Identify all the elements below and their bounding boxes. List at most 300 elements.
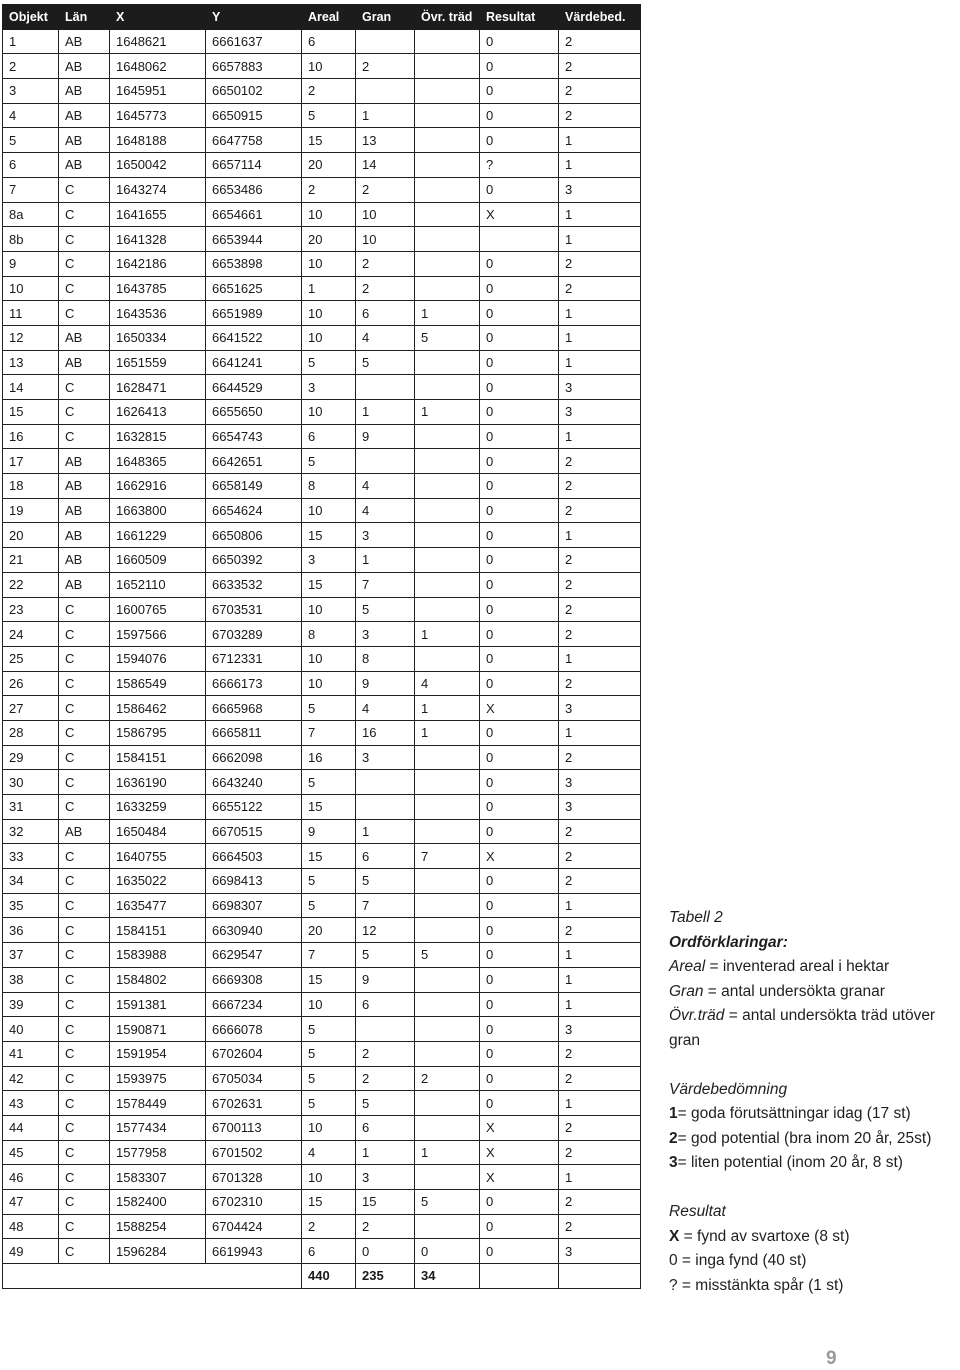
cell-vardebed: 2 [559,498,641,523]
table-row [3,770,641,795]
cell-lan: C [59,745,110,770]
cell-areal: 6 [302,29,356,54]
cell-resultat: 0 [480,1066,559,1091]
cell-resultat: 0 [480,523,559,548]
cell-x: 1586549 [110,671,206,696]
cell-objekt: 12 [3,325,59,350]
table-row [3,967,641,992]
cell-y: 6701328 [206,1165,302,1190]
cell-x: 1663800 [110,498,206,523]
cell-vardebed: 1 [559,720,641,745]
cell-y: 6658149 [206,474,302,499]
cell-ovr-trad: 1 [415,1140,480,1165]
legend-ovr [669,1004,960,1053]
cell-vardebed: 1 [559,523,641,548]
cell-objekt: 5 [3,128,59,153]
cell-lan: AB [59,325,110,350]
cell-lan: C [59,1214,110,1239]
cell-gran: 13 [356,128,415,153]
cell-resultat: X [480,1115,559,1140]
cell-vardebed: 2 [559,1115,641,1140]
cell-gran: 8 [356,646,415,671]
cell-y: 6701502 [206,1140,302,1165]
cell-objekt: 13 [3,350,59,375]
cell-resultat: 0 [480,548,559,573]
cell-gran: 5 [356,597,415,622]
table-row [3,1165,641,1190]
cell-lan: AB [59,572,110,597]
table-row [3,153,641,178]
cell-objekt: 49 [3,1239,59,1264]
table-row [3,474,641,499]
total-ovr-trad: 34 [415,1264,480,1289]
table-row [3,1140,641,1165]
cell-resultat: X [480,202,559,227]
cell-objekt: 23 [3,597,59,622]
cell-ovr-trad [415,795,480,820]
cell-y: 6653486 [206,177,302,202]
cell-gran: 9 [356,967,415,992]
cell-vardebed: 2 [559,819,641,844]
cell-objekt: 17 [3,449,59,474]
table-body [3,29,641,1263]
cell-ovr-trad [415,1041,480,1066]
cell-lan: C [59,1239,110,1264]
cell-ovr-trad [415,992,480,1017]
cell-x: 1594076 [110,646,206,671]
cell-areal: 5 [302,449,356,474]
cell-gran: 1 [356,1140,415,1165]
cell-lan: AB [59,103,110,128]
cell-x: 1641655 [110,202,206,227]
legend-areal-term: Areal [669,958,706,976]
table-row [3,103,641,128]
table-row [3,943,641,968]
cell-y: 6629547 [206,943,302,968]
cell-ovr-trad [415,251,480,276]
cell-x: 1593975 [110,1066,206,1091]
cell-resultat: 0 [480,1239,559,1264]
cell-resultat: 0 [480,54,559,79]
cell-ovr-trad [415,1115,480,1140]
cell-ovr-trad [415,474,480,499]
cell-ovr-trad [415,498,480,523]
cell-vardebed: 1 [559,325,641,350]
cell-lan: AB [59,128,110,153]
table-row [3,301,641,326]
cell-areal: 5 [302,1066,356,1091]
cell-y: 6704424 [206,1214,302,1239]
cell-lan: C [59,770,110,795]
legend-block [669,906,960,1298]
cell-y: 6651989 [206,301,302,326]
legend-subtitle: Ordförklaringar: [669,933,788,951]
table-row [3,202,641,227]
cell-x: 1650042 [110,153,206,178]
cell-y: 6703531 [206,597,302,622]
cell-resultat: 0 [480,449,559,474]
cell-areal: 15 [302,844,356,869]
cell-vardebed: 1 [559,301,641,326]
cell-ovr-trad [415,646,480,671]
table-row [3,1115,641,1140]
table-row [3,918,641,943]
cell-gran [356,770,415,795]
table-row [3,548,641,573]
total-areal: 440 [302,1264,356,1289]
cell-areal: 2 [302,79,356,104]
cell-x: 1652110 [110,572,206,597]
table-row [3,128,641,153]
table-row [3,523,641,548]
cell-y: 6665811 [206,720,302,745]
cell-vardebed: 2 [559,869,641,894]
totals-empty-cell [559,1264,641,1289]
cell-objekt: 18 [3,474,59,499]
cell-lan: C [59,943,110,968]
cell-ovr-trad [415,597,480,622]
cell-vardebed: 3 [559,400,641,425]
cell-lan: C [59,1066,110,1091]
cell-gran [356,1017,415,1042]
cell-objekt: 9 [3,251,59,276]
cell-x: 1577434 [110,1115,206,1140]
cell-gran: 2 [356,1041,415,1066]
cell-x: 1651559 [110,350,206,375]
cell-x: 1583988 [110,943,206,968]
cell-objekt: 37 [3,943,59,968]
cell-lan: C [59,869,110,894]
cell-vardebed: 3 [559,1017,641,1042]
cell-vardebed: 1 [559,153,641,178]
cell-ovr-trad [415,449,480,474]
cell-y: 6712331 [206,646,302,671]
cell-x: 1628471 [110,375,206,400]
cell-lan: C [59,696,110,721]
cell-resultat: 0 [480,128,559,153]
cell-ovr-trad [415,276,480,301]
cell-vardebed: 1 [559,202,641,227]
cell-ovr-trad [415,819,480,844]
cell-areal: 15 [302,572,356,597]
cell-gran: 3 [356,1165,415,1190]
cell-resultat: 0 [480,276,559,301]
cell-lan: C [59,597,110,622]
cell-lan: C [59,844,110,869]
cell-y: 6670515 [206,819,302,844]
header-x: X [110,5,206,30]
cell-areal: 10 [302,1165,356,1190]
table-row [3,869,641,894]
table-row [3,745,641,770]
cell-gran: 6 [356,301,415,326]
cell-lan: C [59,375,110,400]
cell-ovr-trad [415,227,480,252]
cell-gran: 6 [356,1115,415,1140]
cell-y: 6655650 [206,400,302,425]
cell-vardebed: 1 [559,350,641,375]
cell-objekt: 20 [3,523,59,548]
cell-areal: 8 [302,474,356,499]
cell-lan: AB [59,819,110,844]
cell-y: 6664503 [206,844,302,869]
cell-lan: C [59,622,110,647]
cell-vardebed: 2 [559,276,641,301]
legend-v2-text: = god potential (bra inom 20 år, 25st) [677,1129,932,1147]
cell-areal: 10 [302,54,356,79]
cell-x: 1626413 [110,400,206,425]
cell-resultat: 0 [480,301,559,326]
cell-ovr-trad: 1 [415,301,480,326]
cell-y: 6655122 [206,795,302,820]
cell-areal: 9 [302,819,356,844]
table-row [3,498,641,523]
table-row [3,597,641,622]
cell-x: 1648062 [110,54,206,79]
legend-v3-text: = liten potential (inom 20 år, 8 st) [677,1154,903,1172]
cell-gran: 1 [356,400,415,425]
cell-gran: 16 [356,720,415,745]
cell-gran: 10 [356,202,415,227]
cell-resultat: 0 [480,597,559,622]
cell-areal: 5 [302,869,356,894]
cell-x: 1648188 [110,128,206,153]
cell-gran [356,795,415,820]
cell-gran: 5 [356,943,415,968]
cell-gran: 5 [356,869,415,894]
cell-objekt: 25 [3,646,59,671]
table-row [3,29,641,54]
legend-rx-text: = fynd av svartoxe (8 st) [679,1227,850,1245]
cell-vardebed: 3 [559,696,641,721]
legend-ovr-def: = antal undersökta träd utöver gran [669,1007,936,1049]
cell-gran: 3 [356,745,415,770]
cell-y: 6650806 [206,523,302,548]
legend-title: Tabell 2 [669,909,723,926]
cell-ovr-trad [415,1017,480,1042]
table-header-row [3,5,641,30]
cell-objekt: 15 [3,400,59,425]
cell-ovr-trad: 5 [415,1190,480,1215]
cell-vardebed: 2 [559,597,641,622]
cell-x: 1584151 [110,745,206,770]
cell-gran: 7 [356,893,415,918]
cell-vardebed: 2 [559,1214,641,1239]
cell-y: 6700113 [206,1115,302,1140]
cell-ovr-trad [415,29,480,54]
cell-ovr-trad [415,350,480,375]
cell-resultat: 0 [480,325,559,350]
cell-lan: C [59,795,110,820]
cell-vardebed: 3 [559,795,641,820]
cell-objekt: 19 [3,498,59,523]
cell-ovr-trad [415,893,480,918]
cell-resultat: 0 [480,992,559,1017]
cell-vardebed: 2 [559,449,641,474]
cell-objekt: 28 [3,720,59,745]
table-row [3,400,641,425]
cell-gran: 2 [356,251,415,276]
cell-y: 6633532 [206,572,302,597]
cell-resultat: 0 [480,350,559,375]
cell-resultat: ? [480,153,559,178]
legend-rx [669,1225,960,1250]
cell-vardebed: 2 [559,918,641,943]
cell-ovr-trad [415,1165,480,1190]
cell-objekt: 34 [3,869,59,894]
header-y: Y [206,5,302,30]
cell-lan: AB [59,153,110,178]
cell-vardebed: 3 [559,1239,641,1264]
table-row [3,1017,641,1042]
cell-gran: 3 [356,622,415,647]
table-row [3,276,641,301]
cell-objekt: 39 [3,992,59,1017]
cell-vardebed: 2 [559,1066,641,1091]
legend-v2 [669,1127,960,1152]
legend-r0: 0 = inga fynd (40 st) [669,1252,807,1270]
cell-objekt: 45 [3,1140,59,1165]
table-row [3,350,641,375]
cell-resultat: 0 [480,572,559,597]
cell-lan: C [59,1041,110,1066]
cell-x: 1642186 [110,251,206,276]
cell-resultat: 0 [480,424,559,449]
cell-x: 1600765 [110,597,206,622]
cell-resultat: 0 [480,770,559,795]
cell-gran: 2 [356,1066,415,1091]
cell-ovr-trad [415,523,480,548]
cell-resultat: 0 [480,79,559,104]
cell-ovr-trad: 2 [415,1066,480,1091]
cell-objekt: 10 [3,276,59,301]
cell-objekt: 27 [3,696,59,721]
header-objekt: Objekt [3,5,59,30]
cell-areal: 6 [302,1239,356,1264]
table-row [3,1066,641,1091]
cell-vardebed: 2 [559,1041,641,1066]
legend-resultat-title: Resultat [669,1202,726,1220]
cell-areal: 6 [302,424,356,449]
cell-ovr-trad: 0 [415,1239,480,1264]
cell-y: 6705034 [206,1066,302,1091]
cell-vardebed: 2 [559,103,641,128]
cell-resultat: 0 [480,103,559,128]
cell-gran: 2 [356,177,415,202]
cell-ovr-trad [415,424,480,449]
cell-gran: 4 [356,498,415,523]
cell-gran: 2 [356,276,415,301]
cell-areal: 16 [302,745,356,770]
cell-x: 1641328 [110,227,206,252]
legend-rx-key: X [669,1227,680,1245]
cell-resultat: 0 [480,646,559,671]
table-row [3,696,641,721]
cell-y: 6650392 [206,548,302,573]
cell-areal: 10 [302,498,356,523]
cell-y: 6643240 [206,770,302,795]
cell-areal: 5 [302,1041,356,1066]
cell-objekt: 42 [3,1066,59,1091]
cell-resultat: 0 [480,177,559,202]
cell-x: 1661229 [110,523,206,548]
cell-x: 1577958 [110,1140,206,1165]
cell-gran: 1 [356,103,415,128]
cell-areal: 10 [302,1115,356,1140]
header-vardebed: Värdebed. [559,5,641,30]
cell-resultat [480,227,559,252]
cell-x: 1596284 [110,1239,206,1264]
cell-y: 6703289 [206,622,302,647]
cell-ovr-trad [415,202,480,227]
cell-y: 6661637 [206,29,302,54]
cell-lan: C [59,918,110,943]
cell-resultat: 0 [480,400,559,425]
table-row [3,671,641,696]
cell-areal: 10 [302,992,356,1017]
cell-y: 6667234 [206,992,302,1017]
cell-areal: 15 [302,128,356,153]
cell-objekt: 8a [3,202,59,227]
cell-resultat: 0 [480,375,559,400]
cell-areal: 10 [302,251,356,276]
cell-objekt: 35 [3,893,59,918]
cell-areal: 20 [302,153,356,178]
cell-lan: C [59,1190,110,1215]
cell-resultat: 0 [480,819,559,844]
cell-resultat: X [480,844,559,869]
cell-resultat: 0 [480,869,559,894]
table-row [3,325,641,350]
cell-resultat: 0 [480,671,559,696]
cell-objekt: 21 [3,548,59,573]
cell-x: 1645951 [110,79,206,104]
cell-x: 1648365 [110,449,206,474]
cell-objekt: 29 [3,745,59,770]
cell-areal: 7 [302,943,356,968]
legend-v1-key: 1 [669,1105,678,1123]
cell-vardebed: 2 [559,29,641,54]
cell-lan: AB [59,498,110,523]
cell-ovr-trad: 5 [415,325,480,350]
cell-lan: C [59,400,110,425]
cell-y: 6650102 [206,79,302,104]
cell-gran: 4 [356,474,415,499]
cell-areal: 8 [302,622,356,647]
page-number: 9 [826,1348,837,1369]
legend-areal [669,955,960,980]
cell-lan: AB [59,29,110,54]
cell-lan: C [59,1165,110,1190]
cell-objekt: 46 [3,1165,59,1190]
table-row [3,424,641,449]
cell-ovr-trad [415,770,480,795]
cell-vardebed: 2 [559,622,641,647]
cell-x: 1645773 [110,103,206,128]
cell-y: 6662098 [206,745,302,770]
cell-y: 6619943 [206,1239,302,1264]
cell-areal: 2 [302,1214,356,1239]
legend-vardebed-title: Värdebedömning [669,1080,788,1098]
cell-x: 1640755 [110,844,206,869]
totals-empty-cell [480,1264,559,1289]
legend-v1 [669,1102,960,1127]
cell-gran: 12 [356,918,415,943]
table-row [3,375,641,400]
cell-ovr-trad [415,375,480,400]
cell-gran: 3 [356,523,415,548]
cell-ovr-trad: 1 [415,696,480,721]
